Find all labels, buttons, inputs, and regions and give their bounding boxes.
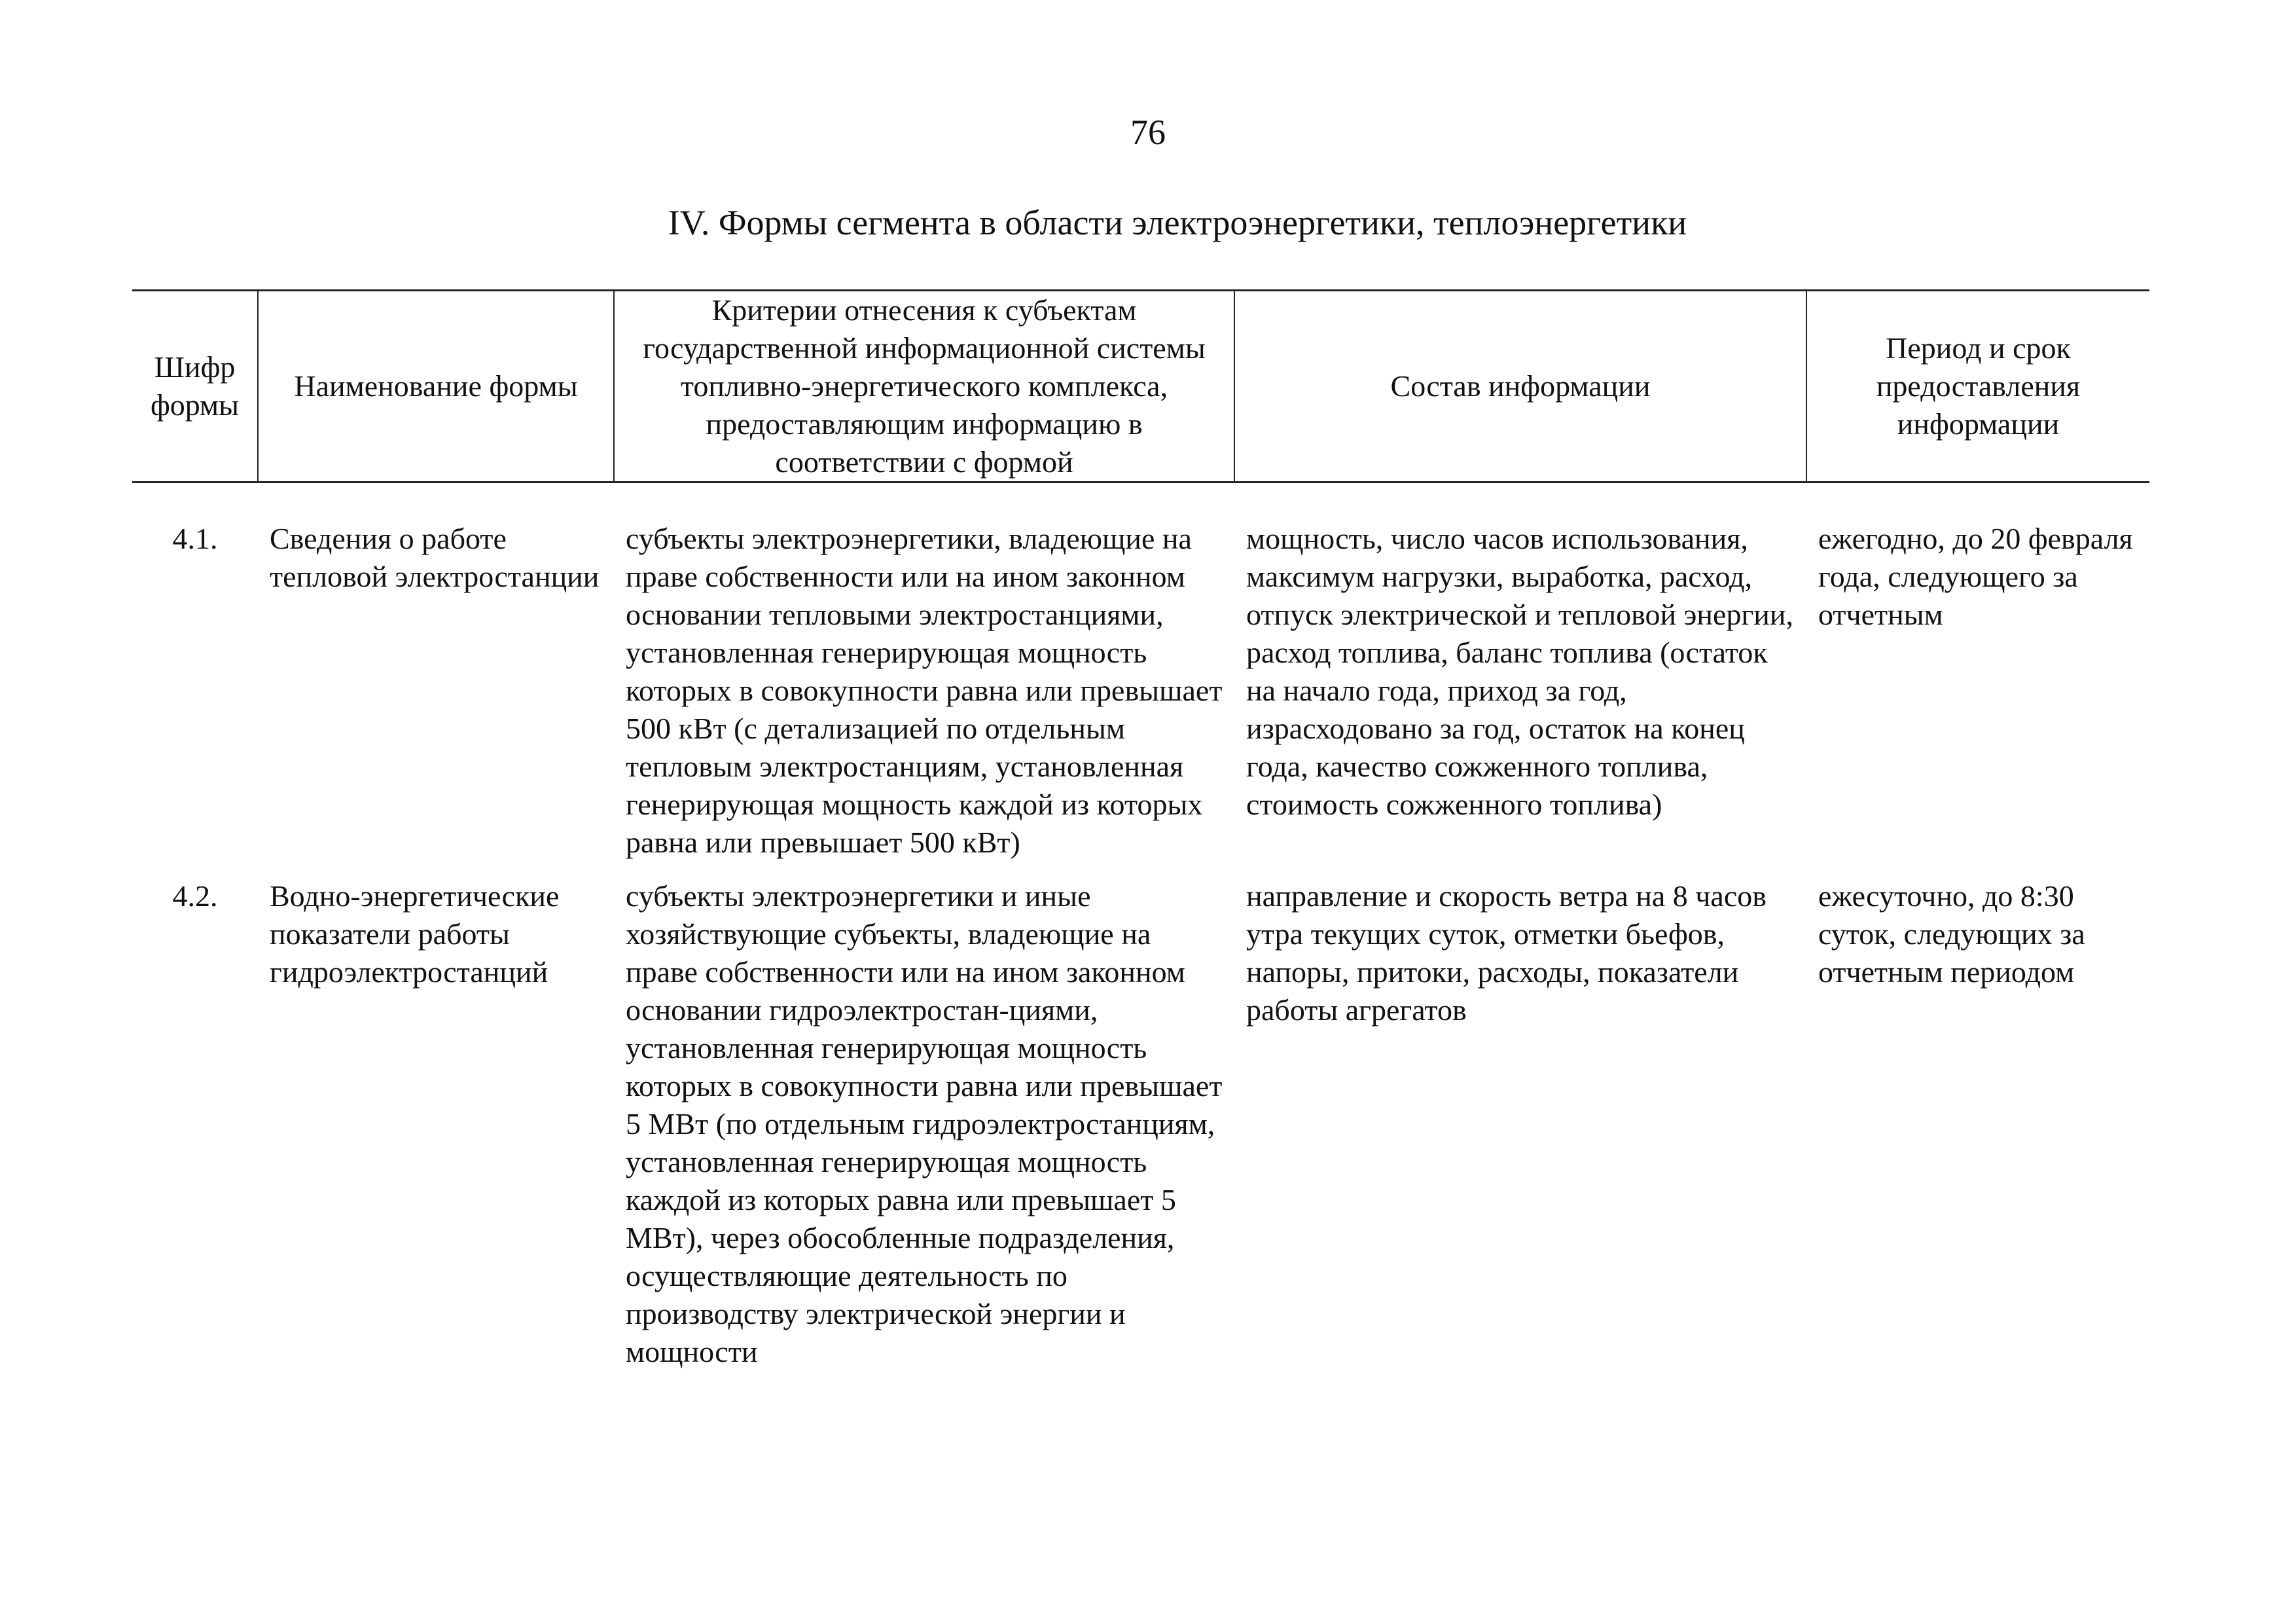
forms-table <box>132 289 2149 1371</box>
table-header <box>132 291 2149 483</box>
table-body <box>132 483 2149 1372</box>
header-name: Наименование формы <box>258 291 614 483</box>
row-period: ежесуточно, до 8:30 суток, следующих за отчетным периодом <box>1818 879 2085 989</box>
header-row <box>132 291 2149 483</box>
row-content: направление и скорость ветра на 8 часов утра текущих суток, отметки бьефов, напоры, притоки, расходы, показатели работы агрегатов <box>1246 879 1767 1027</box>
header-content: Состав информации <box>1234 291 1806 483</box>
section-title: IV. Формы сегмента в области электроэнергетики, теплоэнергетики <box>668 203 1687 242</box>
row-code: 4.1. <box>172 522 218 555</box>
table-row <box>132 483 2149 862</box>
row-name: Сведения о работе тепловой электростанции <box>270 522 600 593</box>
table-row <box>132 862 2149 1371</box>
row-criteria: субъекты электроэнергетики и иные хозяйствующие субъекты, владеющие на праве собственности или на ином законном основании гидроэлектростан-циями, установленная генерирующая мощность которых в совокупности равна или превышает 5 МВт (по отдельным гидроэлектростанциям, установленная генерирующая мощность каждой из которых равна или превышает 5 МВт), через обособленные подразделения, осуществляющие деятельность по производству электрической энергии и мощности <box>626 879 1223 1368</box>
header-criteria: Критерии отнесения к субъектам государственной информационной системы топливно-энергетического комплекса, предоставляющим информацию в соответствии с формой <box>614 291 1234 483</box>
forms-table-container <box>132 289 2149 1371</box>
row-criteria: субъекты электроэнергетики, владеющие на праве собственности или на ином законном основании тепловыми электростанциями, установленная генерирующая мощность которых в совокупности равна или превышает 500 кВт (с детализацией по отдельным тепловым электростанциям, установленная генерирующая мощность каждой из которых равна или превышает 500 кВт) <box>626 522 1223 859</box>
row-content: мощность, число часов использования, максимум нагрузки, выработка, расход, отпуск электрической и тепловой энергии, расход топлива, баланс топлива (остаток на начало года, приход за год, израсходовано за год, остаток на конец года, качество сожженного топлива, стоимость сожженного топлива) <box>1246 522 1794 821</box>
page-number: 76 <box>1130 113 1166 152</box>
row-code: 4.2. <box>172 879 218 913</box>
row-period: ежегодно, до 20 февраля года, следующего за отчетным <box>1818 522 2133 631</box>
header-period: Период и срок предоставления информации <box>1806 291 2149 483</box>
row-name: Водно-энергетические показатели работы гидроэлектростанций <box>270 879 560 989</box>
header-code: Шифр формы <box>132 291 258 483</box>
